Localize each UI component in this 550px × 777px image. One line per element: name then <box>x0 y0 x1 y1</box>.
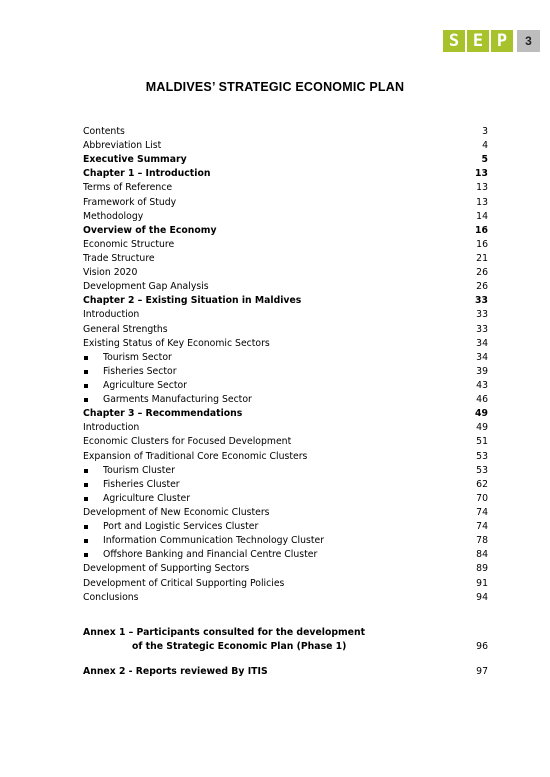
toc-entry-label: Development of New Economic Clusters <box>83 506 270 518</box>
toc-entry <box>83 407 488 421</box>
toc-entry <box>83 492 488 506</box>
toc-entry-label: Port and Logistic Services Cluster <box>103 520 258 534</box>
toc-entry <box>83 534 488 548</box>
toc-entry <box>83 548 488 562</box>
toc-entry <box>83 196 488 210</box>
page-number: 3 <box>517 30 540 52</box>
toc-entry-label: Economic Structure <box>83 238 175 250</box>
toc-entry-label: Offshore Banking and Financial Centre Cluster <box>103 548 317 562</box>
toc-entry-page: 70 <box>476 492 488 504</box>
toc-entry <box>83 167 488 181</box>
toc-entry-page: 34 <box>476 337 488 349</box>
toc-entry-page: 91 <box>476 577 488 589</box>
toc-entry <box>83 506 488 520</box>
toc-entry-label: Executive Summary <box>83 154 187 166</box>
toc-entry-label: Introduction <box>83 422 140 434</box>
toc-entry-label: Development Gap Analysis <box>83 281 209 293</box>
toc-entry-label: Trade Structure <box>83 252 155 264</box>
toc-entry-label: Development of Critical Supporting Policies <box>83 577 285 589</box>
logo-letter-p: P <box>491 30 513 52</box>
toc-entry <box>83 450 488 464</box>
toc-entry <box>83 421 488 435</box>
toc-entry <box>83 379 488 393</box>
toc-entry-page: 26 <box>476 267 488 279</box>
annex-2-page: 97 <box>476 666 488 677</box>
toc-entry-page: 89 <box>476 563 488 575</box>
toc-entry-label: Contents <box>83 126 125 137</box>
toc-entry-page: 4 <box>482 140 488 152</box>
toc-entry-label: Economic Clusters for Focused Development <box>83 436 292 448</box>
toc-entry-label: Fisheries Sector <box>103 365 177 379</box>
toc-entry-page: 62 <box>476 478 488 490</box>
toc-entry-page: 51 <box>476 436 488 448</box>
toc-entry-label: Chapter 1 – Introduction <box>83 168 211 180</box>
toc-entry <box>83 125 488 139</box>
logo-letter-e: E <box>467 30 489 52</box>
toc-entry <box>83 337 488 351</box>
toc-entry-page: 33 <box>476 323 488 335</box>
toc-entry-label: Garments Manufacturing Sector <box>103 393 252 407</box>
toc-entry-page: 13 <box>475 168 488 180</box>
toc-entry-page: 14 <box>476 210 488 222</box>
toc-entry-page: 49 <box>475 408 488 420</box>
toc-entry <box>83 323 488 337</box>
toc-entry-label: Agriculture Sector <box>103 379 187 393</box>
toc-entry <box>83 280 488 294</box>
toc-entry <box>83 139 488 153</box>
toc-entry-page: 49 <box>476 422 488 434</box>
toc-entry-label: Conclusions <box>83 591 139 603</box>
toc-entry <box>83 351 488 365</box>
toc-entry-label: Chapter 3 – Recommendations <box>83 408 243 420</box>
toc-entry-label: Framework of Study <box>83 196 177 208</box>
toc-entry-label: Chapter 2 – Existing Situation in Maldives <box>83 295 302 307</box>
toc-entry-page: 94 <box>476 591 488 603</box>
toc-entry-label: Existing Status of Key Economic Sectors <box>83 337 270 349</box>
document-title: MALDIVES’ STRATEGIC ECONOMIC PLAN <box>145 80 405 94</box>
toc-entry <box>83 238 488 252</box>
toc-entry-page: 16 <box>476 238 488 250</box>
annex-1-label-line1: Annex 1 – Participants consulted for the development <box>83 627 366 638</box>
toc-entry <box>83 153 488 167</box>
toc-entry-page: 34 <box>476 351 488 363</box>
toc-entry-label: Expansion of Traditional Core Economic Clusters <box>83 450 308 462</box>
toc-entry <box>83 562 488 576</box>
toc-entry <box>83 266 488 280</box>
toc-entry-label: General Strengths <box>83 323 168 335</box>
toc-entry-label: Vision 2020 <box>83 267 138 279</box>
toc-entry-page: 74 <box>476 521 488 533</box>
toc-entry-page: 13 <box>476 196 488 208</box>
toc-entry-page: 21 <box>476 252 488 264</box>
toc-entry-label: Overview of the Economy <box>83 224 217 236</box>
toc-entry-label: Development of Supporting Sectors <box>83 563 250 575</box>
toc-entry-page: 43 <box>476 379 488 391</box>
annex-1-label-line2: of the Strategic Economic Plan (Phase 1) <box>132 641 347 652</box>
toc-entry <box>83 393 488 407</box>
toc-entry-page: 33 <box>475 295 488 307</box>
toc-entry-page: 84 <box>476 549 488 561</box>
toc-entry-label: Agriculture Cluster <box>103 492 190 506</box>
toc-entry <box>83 181 488 195</box>
annex-1-page: 96 <box>476 641 488 652</box>
toc-entry-page: 74 <box>476 506 488 518</box>
toc-entry <box>83 435 488 449</box>
toc-entry-label: Information Communication Technology Cluster <box>103 534 324 548</box>
toc-entry <box>83 464 488 478</box>
toc-entry <box>83 365 488 379</box>
toc-entry-page: 5 <box>481 154 488 166</box>
toc-entry-page: 39 <box>476 365 488 377</box>
toc-entry <box>83 591 488 605</box>
toc-entry <box>83 308 488 322</box>
toc-entry-page: 16 <box>475 224 488 236</box>
toc-entry <box>83 294 488 308</box>
toc-entry-page: 53 <box>476 464 488 476</box>
toc-entry-page: 26 <box>476 281 488 293</box>
toc-entry <box>83 478 488 492</box>
toc-entry <box>83 252 488 266</box>
toc-entry <box>83 210 488 224</box>
toc-entry <box>83 520 488 534</box>
toc-entry-label: Tourism Cluster <box>103 464 175 478</box>
sep-logo <box>443 30 542 52</box>
table-of-contents <box>83 125 488 605</box>
toc-entry-page: 33 <box>476 309 488 321</box>
toc-entry-page: 3 <box>482 126 488 137</box>
toc-entry-page: 46 <box>476 394 488 406</box>
toc-entry-label: Abbreviation List <box>83 140 162 152</box>
toc-entry-page: 53 <box>476 450 488 462</box>
logo-letter-s: S <box>443 30 465 52</box>
toc-entry-label: Introduction <box>83 309 140 321</box>
toc-entry <box>83 577 488 591</box>
toc-entry-page: 13 <box>476 182 488 194</box>
toc-entry-label: Terms of Reference <box>83 182 173 194</box>
toc-entry-label: Methodology <box>83 210 144 222</box>
toc-entry-label: Tourism Sector <box>103 351 172 365</box>
toc-entry <box>83 224 488 238</box>
annex-2-label: Annex 2 - Reports reviewed By ITIS <box>83 666 268 677</box>
toc-entry-page: 78 <box>476 535 488 547</box>
toc-entry-label: Fisheries Cluster <box>103 478 180 492</box>
